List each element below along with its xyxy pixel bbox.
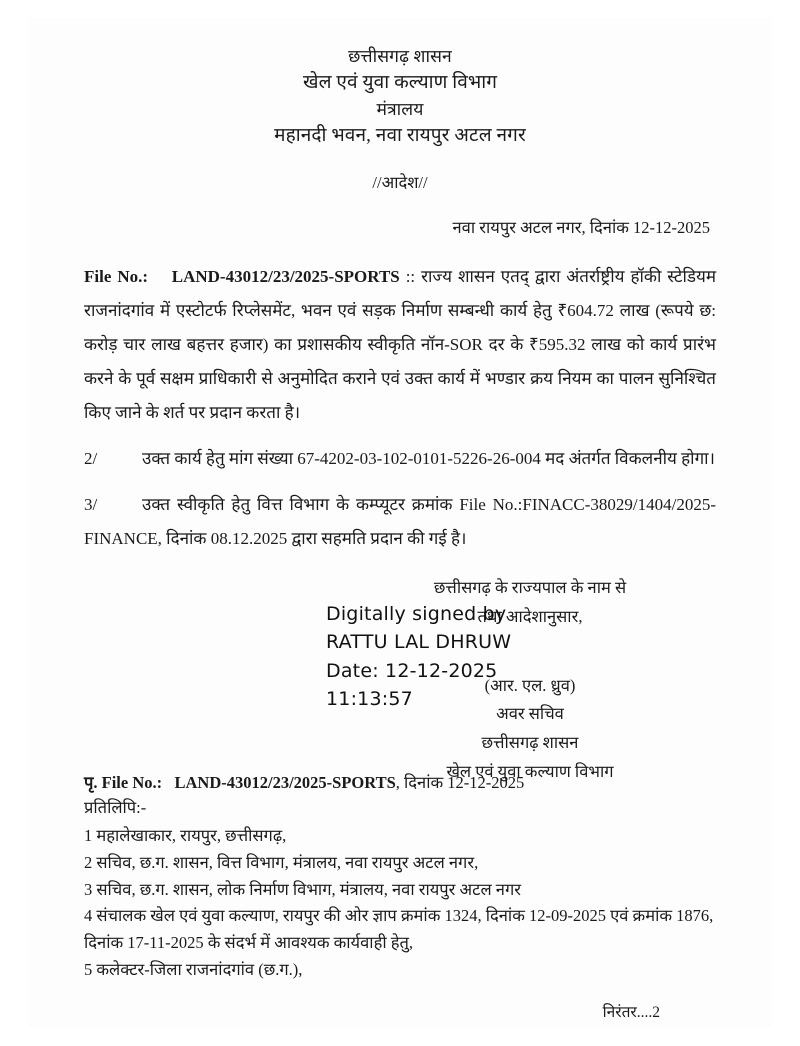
file-number-label: File No.: <box>84 266 149 286</box>
list-item: 1 महालेखाकार, रायपुर, छत्तीसगढ़, <box>84 826 287 846</box>
footer-file-prefix: पृ. File No.: <box>84 772 163 792</box>
list-item: 4 संचालक खेल एवं युवा कल्याण, रायपुर की ओर ज्ञाप क्रमांक 1324, दिनांक 12-09-2025 एवं क्रमांक 1876, दिनांक 17-11-2025 के संदर्भ में आवश्यक कार्यवाही हेतु, <box>84 906 714 953</box>
main-body <box>84 260 716 430</box>
list-item: 2 सचिव, छ.ग. शासन, वित्त विभाग, मंत्रालय, नवा रायपुर अटल नगर, <box>84 852 479 872</box>
footer-file-date: , दिनांक 12-12-2025 <box>395 772 525 792</box>
paragraph-3-text: उक्त स्वीकृति हेतु वित्त विभाग के कम्प्यूटर क्रमांक File No.:FINACC-38029/1404/2025-FINANCE, दिनांक 08.12.2025 द्वारा सहमति प्रदान की गई है। <box>84 494 716 548</box>
digital-signature-date: Date: 12-12-2025 <box>326 659 498 682</box>
place-and-date: नवा रायपुर अटल नगर, दिनांक 12-12-2025 <box>452 217 710 237</box>
paragraph-2-text: उक्त कार्य हेतु मांग संख्या 67-4202-03-102-0101-5226-26-004 मद अंतर्गत विकलनीय होगा। <box>142 448 715 468</box>
document-sheet <box>28 18 772 1028</box>
signatory-government: छत्तीसगढ़ शासन <box>481 733 579 753</box>
signature-order-line: तथा आदेशानुसार, <box>477 606 583 626</box>
digital-signature-name: RATTU LAL DHRUW <box>326 631 512 654</box>
order-tag: //आदेश// <box>372 172 428 192</box>
header-department: खेल एवं युवा कल्याण विभाग <box>302 72 498 94</box>
paragraph-2-number: 2/ <box>84 448 98 468</box>
list-item: 5 कलेक्टर-जिला राजनांदगांव (छ.ग.), <box>84 959 303 979</box>
file-number-value: LAND-43012/23/2025-SPORTS <box>171 266 400 286</box>
digital-signature-stamp <box>326 600 511 714</box>
paragraph-3-number: 3/ <box>84 494 98 514</box>
paragraph-3 <box>84 488 716 556</box>
digital-signature-line1: Digitally signed by <box>326 602 507 625</box>
signatory-name: (आर. एल. ध्रुव) <box>484 675 576 695</box>
header-government: छत्तीसगढ़ शासन <box>348 46 452 66</box>
header-ministry: मंत्रालय <box>376 98 424 119</box>
signatory-designation: अवर सचिव <box>496 704 564 724</box>
signature-governor-line: छत्तीसगढ़ के राज्यपाल के नाम से <box>433 577 627 597</box>
main-body-text: :: राज्य शासन एतद् द्वारा अंतर्राष्ट्रीय हॉकी स्टेडियम राजनांदगांव में एस्टोटर्फ रिप्लेसमेंट, भवन एवं सड़क निर्माण सम्बन्धी कार्य हेतु ₹604.72 लाख (रूपये छ: करोड़ चार लाख बहत्तर हजार) का प्रशासकीय स्वीकृति नॉन-SOR दर के ₹595.32 लाख को कार्य प्रारंभ करने के पूर्व सक्षम प्राधिकारी से अनुमोदित कराने एवं उक्त कार्य में भण्डार क्रय नियम का पालन सुनिश्चित किए जाने के शर्त पर प्रदान करता है। <box>84 266 716 422</box>
list-item: 3 सचिव, छ.ग. शासन, लोक निर्माण विभाग, मंत्रालय, नवा रायपुर अटल नगर <box>84 879 521 899</box>
copy-to-list <box>84 823 716 983</box>
header-address: महानदी भवन, नवा रायपुर अटल नगर <box>274 125 526 147</box>
digital-signature-time: 11:13:57 <box>326 688 413 711</box>
copy-to-label: प्रतिलिपि:- <box>84 797 147 817</box>
signatory-department: खेल एवं युवा कल्याण विभाग <box>446 762 614 782</box>
continued-marker: निरंतर....2 <box>602 1003 660 1021</box>
paragraph-2 <box>84 442 716 476</box>
footer-file-number: LAND-43012/23/2025-SPORTS <box>174 772 396 792</box>
